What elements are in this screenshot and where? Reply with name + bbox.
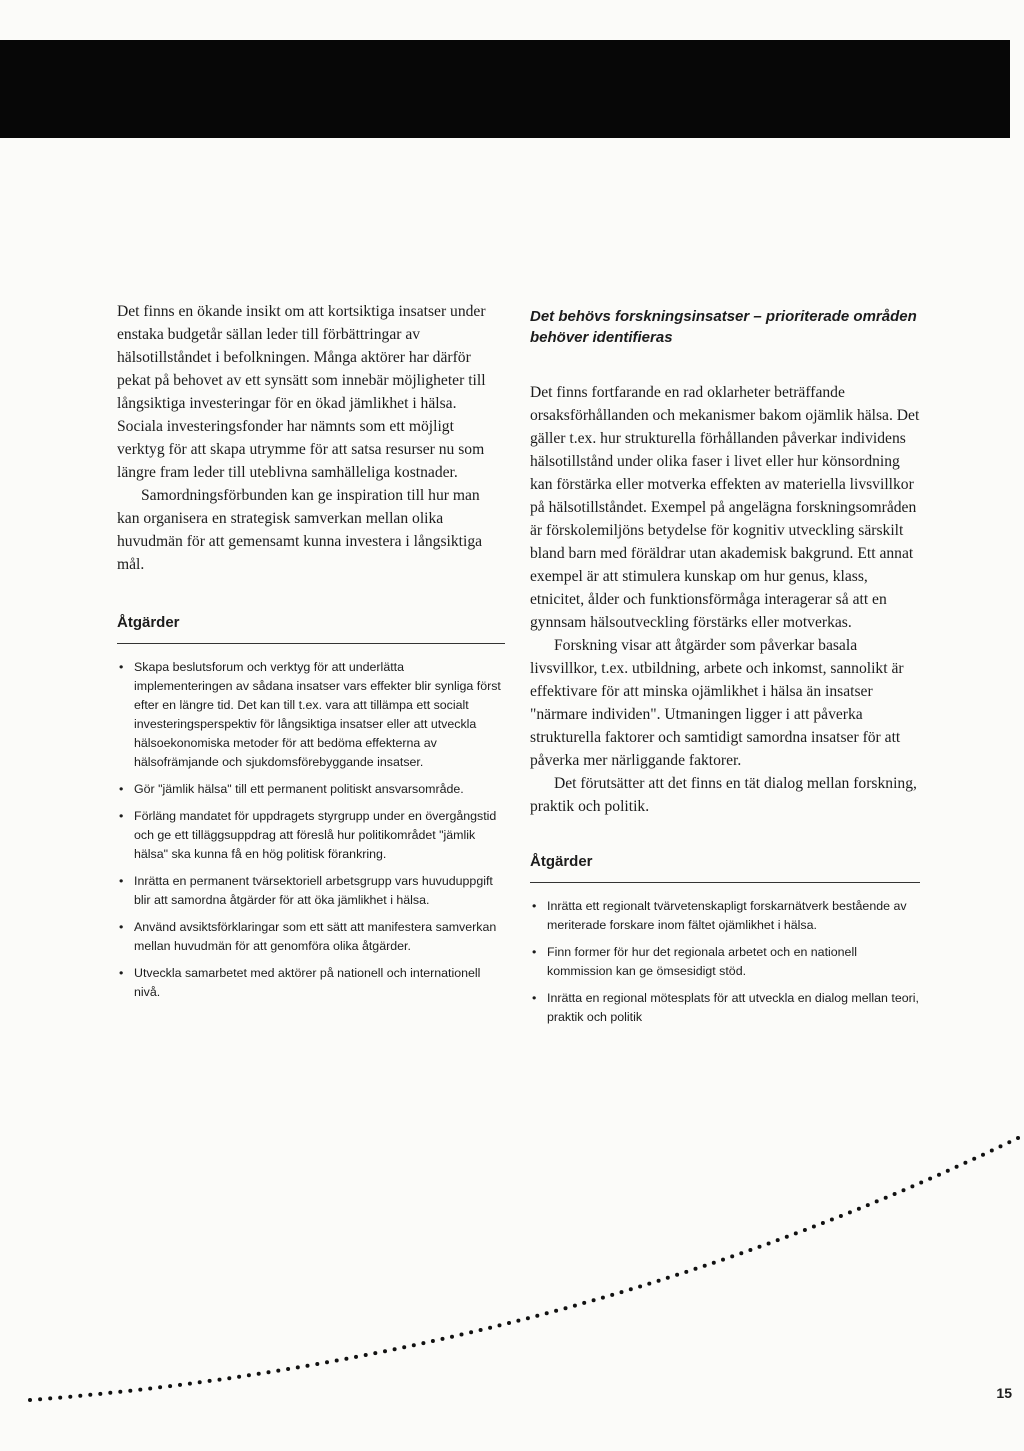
dotted-curve-decoration xyxy=(0,1100,1024,1430)
body-paragraph: Forskning visar att åtgärder som påverkar basala livsvillkor, t.ex. utbildning, arbete och inkomst, sannolikt är effektivare för att minska ojämlikhet i hälsa än insatser "närmare individen". Utmaningen ligger i att påverka strukturella faktorer och samtidigt samordna insatser för att påverka mer närliggande faktorer. xyxy=(530,637,904,769)
decorative-dot xyxy=(620,1290,624,1294)
decorative-dot xyxy=(479,1328,483,1332)
decorative-dot xyxy=(712,1261,716,1265)
decorative-dot xyxy=(776,1238,780,1242)
decorative-dot xyxy=(198,1380,202,1384)
body-paragraph: Det finns en ökande insikt om att kortsiktiga insatser under enstaka budgetår sällan leder till förbättringar av hälsotillståndet i befolkningen. Många aktörer har därför pekat på behovet av ett synsätt som innebär möjligheter till långsiktiga investeringar för en ökad jämlikhet i hälsa. Sociala investeringsfonder har nämnts som ett möjligt verktyg för att skapa utrymme för att satsa resurser nu som längre fram leder till uteblivna samhälleliga kostnader. xyxy=(117,303,486,481)
decorative-dot xyxy=(972,1157,976,1161)
left-column xyxy=(117,300,505,1010)
decorative-dot xyxy=(657,1279,661,1283)
decorative-dot xyxy=(647,1282,651,1286)
decorative-dot xyxy=(516,1319,520,1323)
decorative-dot xyxy=(325,1360,329,1364)
decorative-dot xyxy=(721,1258,725,1262)
decorative-dot xyxy=(684,1270,688,1274)
list-item: • Gör "jämlik hälsa" till ett permanent politiskt ansvarsområde. xyxy=(117,780,505,799)
decorative-dot xyxy=(748,1248,752,1252)
decorative-dot xyxy=(794,1231,798,1235)
decorative-dot xyxy=(990,1149,994,1153)
decorative-dot xyxy=(1016,1136,1020,1140)
decorative-dot xyxy=(866,1203,870,1207)
list-item: • Skapa beslutsforum och verktyg för att underlätta implementeringen av sådana insatser vars effekter blir synliga först efter en längre tid. Det kan till t.ex. vara att tillämpa ett socialt investeringsperspektiv för långsiktiga insatser eller att utveckla hälsoekonomiska metoder för att bedöma effekterna av hälsofrämjande och sjukdomsförebyggande insatser. xyxy=(117,658,505,772)
decorative-dot xyxy=(237,1375,241,1379)
decorative-dot xyxy=(638,1285,642,1289)
decorative-dot xyxy=(412,1343,416,1347)
decorative-dot xyxy=(937,1173,941,1177)
decorative-dot xyxy=(306,1364,310,1368)
decorative-dot xyxy=(218,1378,222,1382)
decorative-dot xyxy=(257,1372,261,1376)
right-column xyxy=(530,300,920,1035)
decorative-dot xyxy=(296,1365,300,1369)
decorative-dot xyxy=(138,1388,142,1392)
section-title: Åtgärder xyxy=(117,613,505,644)
body-paragraph: Samordningsförbunden kan ge inspiration till hur man kan organisera en strategisk samverkan mellan olika huvudmän för att gemensamt kunna investera i långsiktiga mål. xyxy=(117,487,483,573)
decorative-dot xyxy=(383,1349,387,1353)
decorative-dot xyxy=(601,1296,605,1300)
decorative-dot xyxy=(469,1330,473,1334)
decorative-dot xyxy=(675,1273,679,1277)
decorative-dot xyxy=(460,1333,464,1337)
decorative-dot xyxy=(629,1287,633,1291)
decorative-dot xyxy=(821,1221,825,1225)
decorative-dot xyxy=(893,1192,897,1196)
decorative-dot xyxy=(108,1391,112,1395)
decorative-dot xyxy=(267,1370,271,1374)
decorative-dot xyxy=(767,1242,771,1246)
decorative-dot xyxy=(785,1235,789,1239)
decorative-dot xyxy=(38,1397,42,1401)
decorative-dot xyxy=(373,1351,377,1355)
decorative-dot xyxy=(393,1347,397,1351)
decorative-dot xyxy=(188,1382,192,1386)
decorative-dot xyxy=(981,1153,985,1157)
decorative-dot xyxy=(335,1359,339,1363)
list-item: • Inrätta ett regionalt tvärvetenskapligt forskarnätverk bestående av meriterade forskare inom fältet ojämlikhet i hälsa. xyxy=(530,897,920,935)
decorative-dot xyxy=(739,1251,743,1255)
decorative-dot xyxy=(839,1214,843,1218)
decorative-dot xyxy=(902,1188,906,1192)
decorative-dot xyxy=(488,1326,492,1330)
decorative-dot xyxy=(554,1309,558,1313)
list-item: • Inrätta en regional mötesplats för att utveckla en dialog mellan teori, praktik och politik xyxy=(530,989,920,1027)
decorative-dot xyxy=(812,1225,816,1229)
decorative-dot xyxy=(276,1369,280,1373)
decorative-dot xyxy=(564,1306,568,1310)
decorative-dot xyxy=(431,1339,435,1343)
decorative-dot xyxy=(247,1373,251,1377)
decorative-dot xyxy=(526,1316,530,1320)
body-paragraph: Det finns fortfarande en rad oklarheter beträffande orsaksförhållanden och mekanismer bakom ojämlik hälsa. Det gäller t.ex. hur strukturella förhållanden påverkar individens hälsotillstånd under olika faser i livet eller hur könsordning kan förstärka eller motverka effekten av materiella livsvillkor på hälsotillståndet. Exempel på angelägna forskningsområden är förskolemiljöns betydelse för kognitiv utveckling särskilt bland barn med föräldrar utan akademisk bakgrund. Ett annat exempel är att stimulera kunskap om hur genus, klass, etnicitet, ålder och funktionsförmåga interagerar så att en gynnsam hälsoutveckling förstärks eller motverkas. xyxy=(530,384,920,631)
decorative-dot xyxy=(694,1267,698,1271)
decorative-dot xyxy=(955,1165,959,1169)
list-item: • Förläng mandatet för uppdragets styrgrupp under en övergångstid och ge ett tilläggsuppdrag att föreslå hur politikområdet "jämlik hälsa" ska kunna få en hög politisk förankring. xyxy=(117,807,505,864)
decorative-dot xyxy=(402,1345,406,1349)
decorative-dot xyxy=(158,1385,162,1389)
list-item: • Inrätta en permanent tvärsektoriell arbetsgrupp vars huvuduppgift blir att samordna åtgärder för att öka jämlikhet i hälsa. xyxy=(117,872,505,910)
decorative-dot xyxy=(963,1161,967,1165)
decorative-dot xyxy=(703,1264,707,1268)
decorative-dot xyxy=(999,1144,1003,1148)
decorative-dot xyxy=(148,1387,152,1391)
decorative-dot xyxy=(592,1298,596,1302)
decorative-dot xyxy=(98,1392,102,1396)
decorative-dot xyxy=(730,1254,734,1258)
list-item: • Använd avsiktsförklaringar som ett sätt att manifestera samverkan mellan huvudmän för att genomföra olika åtgärder. xyxy=(117,918,505,956)
decorative-dot xyxy=(450,1335,454,1339)
decorative-dot xyxy=(666,1276,670,1280)
decorative-dot xyxy=(875,1199,879,1203)
decorative-dot xyxy=(178,1383,182,1387)
decorative-dot xyxy=(208,1379,212,1383)
decorative-dot xyxy=(58,1396,62,1400)
decorative-dot xyxy=(421,1341,425,1345)
measures-list xyxy=(530,897,920,1027)
body-paragraph: Det förutsätter att det finns en tät dialog mellan forskning, praktik och politik. xyxy=(530,775,917,815)
decorative-dot xyxy=(884,1196,888,1200)
decorative-dot xyxy=(857,1207,861,1211)
decorative-dot xyxy=(128,1389,132,1393)
page-number: 15 xyxy=(996,1385,1012,1401)
decorative-dot xyxy=(168,1384,172,1388)
decorative-dot xyxy=(582,1301,586,1305)
decorative-dot xyxy=(803,1228,807,1232)
decorative-dot xyxy=(1007,1140,1011,1144)
section-title: Åtgärder xyxy=(530,852,920,883)
decorative-dot xyxy=(919,1181,923,1185)
decorative-dot xyxy=(910,1184,914,1188)
decorative-dot xyxy=(88,1393,92,1397)
decorative-dot xyxy=(118,1390,122,1394)
decorative-dot xyxy=(573,1304,577,1308)
decorative-dot xyxy=(286,1367,290,1371)
list-item: • Finn former för hur det regionala arbetet och en nationell kommission kan ge ömsesidigt stöd. xyxy=(530,943,920,981)
subheading: Det behövs forskningsinsatser – prioriterade områden behöver identifieras xyxy=(530,308,917,346)
decorative-dot xyxy=(946,1169,950,1173)
decorative-dot xyxy=(830,1218,834,1222)
decorative-dot xyxy=(227,1376,231,1380)
decorative-dot xyxy=(315,1362,319,1366)
decorative-dot xyxy=(68,1395,72,1399)
decorative-dot xyxy=(441,1337,445,1341)
header-band xyxy=(0,40,1010,138)
decorative-dot xyxy=(758,1245,762,1249)
decorative-dot xyxy=(78,1394,82,1398)
decorative-dot xyxy=(48,1396,52,1400)
decorative-dot xyxy=(28,1398,32,1402)
decorative-dot xyxy=(848,1210,852,1214)
decorative-dot xyxy=(545,1311,549,1315)
list-item: • Utveckla samarbetet med aktörer på nationell och internationell nivå. xyxy=(117,964,505,1002)
decorative-dot xyxy=(507,1321,511,1325)
decorative-dot xyxy=(354,1355,358,1359)
decorative-dot xyxy=(364,1353,368,1357)
decorative-dot xyxy=(610,1293,614,1297)
decorative-dot xyxy=(344,1357,348,1361)
decorative-dot xyxy=(498,1323,502,1327)
decorative-dot xyxy=(535,1314,539,1318)
decorative-dot xyxy=(928,1177,932,1181)
measures-list xyxy=(117,658,505,1002)
